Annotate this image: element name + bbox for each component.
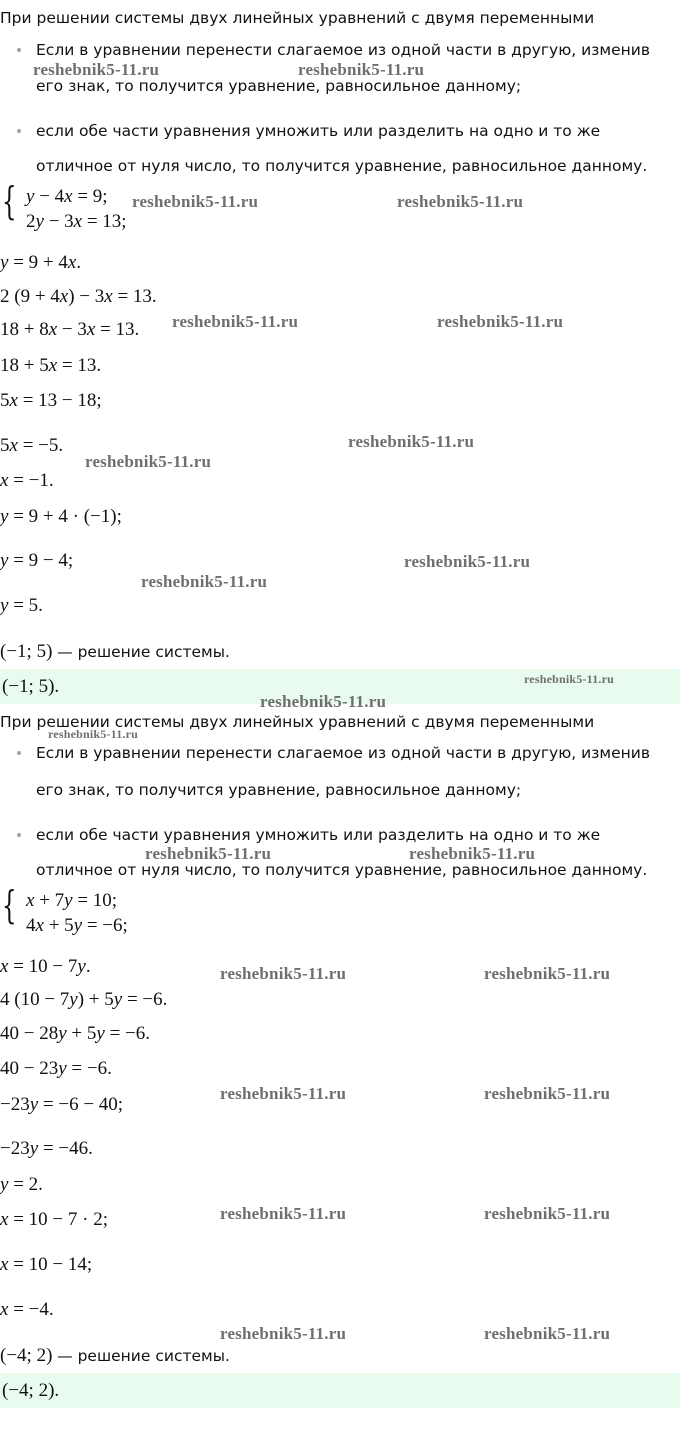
watermark: reshebnik5-11.ru — [220, 1084, 347, 1103]
watermark: reshebnik5-11.ru — [145, 844, 272, 863]
rule2-line2: отличное от нуля число, то получится уравнение, равносильное данному. — [36, 157, 648, 175]
answer-value: (−1; 5). — [2, 676, 60, 697]
step: 2 (9 + 4x) − 3x = 13. — [0, 286, 157, 307]
intro-text: При решении системы двух линейных уравнений с двумя переменными — [0, 9, 595, 27]
step: x = −1. — [0, 470, 54, 491]
system-equation-2: 4x + 5y = −6; — [26, 915, 128, 936]
watermark: reshebnik5-11.ru — [33, 60, 160, 79]
intro-text: При решении системы двух линейных уравнений с двумя переменными — [0, 713, 595, 731]
watermark: reshebnik5-11.ru — [220, 964, 347, 983]
step: 40 − 28y + 5y = −6. — [0, 1023, 150, 1044]
watermark: reshebnik5-11.ru — [409, 844, 536, 863]
watermark: reshebnik5-11.ru — [524, 672, 614, 686]
step: 40 − 23y = −6. — [0, 1058, 112, 1079]
step: 5x = 13 − 18; — [0, 390, 102, 411]
bullet-dot — [17, 833, 21, 837]
step: y = 2. — [0, 1174, 43, 1195]
step: −23y = −46. — [0, 1138, 93, 1159]
system-brace: { — [2, 179, 17, 223]
watermark: reshebnik5-11.ru — [260, 692, 387, 711]
step: x = 10 − 7 · 2; — [0, 1209, 108, 1230]
watermark: reshebnik5-11.ru — [132, 192, 259, 211]
bullet-dot — [17, 751, 21, 755]
watermark: reshebnik5-11.ru — [484, 1084, 611, 1103]
watermark: reshebnik5-11.ru — [298, 60, 425, 79]
bullet-dot — [17, 129, 21, 133]
answer-box — [0, 1373, 680, 1408]
system-equation-2: 2y − 3x = 13; — [26, 211, 127, 232]
rule2-line1: если обе части уравнения умножить или разделить на одно и то же — [36, 826, 601, 844]
step: x = −4. — [0, 1299, 54, 1320]
step: x = 10 − 7y. — [0, 956, 91, 977]
answer-value: (−4; 2). — [2, 1380, 60, 1401]
step: 5x = −5. — [0, 435, 64, 456]
system-equation-1: y − 4x = 9; — [26, 186, 108, 207]
rule1-line2: его знак, то получится уравнение, равносильное данному; — [36, 781, 522, 799]
watermark: reshebnik5-11.ru — [172, 312, 299, 331]
step: y = 9 + 4x. — [0, 252, 82, 273]
bullet-dot — [17, 48, 21, 52]
watermark: reshebnik5-11.ru — [220, 1324, 347, 1343]
rule1-line1: Если в уравнении перенести слагаемое из одной части в другую, изменив — [36, 41, 650, 59]
rule1-line2: его знак, то получится уравнение, равносильное данному; — [36, 77, 522, 95]
solution-line — [0, 640, 230, 664]
step: y = 9 + 4 · (−1); — [0, 506, 122, 527]
solution-label: — решение системы. — [57, 1347, 230, 1365]
rule1-line1: Если в уравнении перенести слагаемое из одной части в другую, изменив — [36, 744, 650, 762]
step: y = 9 − 4; — [0, 550, 74, 571]
rule2-line1: если обе части уравнения умножить или разделить на одно и то же — [36, 122, 601, 140]
step: x = 10 − 14; — [0, 1254, 93, 1275]
watermark: reshebnik5-11.ru — [220, 1204, 347, 1223]
watermark: reshebnik5-11.ru — [484, 964, 611, 983]
solution-line — [0, 1344, 230, 1368]
step: 18 + 8x − 3x = 13. — [0, 319, 140, 340]
watermark: reshebnik5-11.ru — [48, 727, 138, 741]
step: −23y = −6 − 40; — [0, 1094, 124, 1115]
watermark: reshebnik5-11.ru — [397, 192, 524, 211]
watermark: reshebnik5-11.ru — [404, 552, 531, 571]
step: 4 (10 − 7y) + 5y = −6. — [0, 989, 168, 1010]
watermark: reshebnik5-11.ru — [484, 1324, 611, 1343]
solution-value: (−1; 5) — [0, 641, 53, 662]
watermark: reshebnik5-11.ru — [437, 312, 564, 331]
step: 18 + 5x = 13. — [0, 355, 102, 376]
watermark: reshebnik5-11.ru — [484, 1204, 611, 1223]
watermark: reshebnik5-11.ru — [348, 432, 475, 451]
solution-value: (−4; 2) — [0, 1345, 53, 1366]
watermark: reshebnik5-11.ru — [85, 452, 212, 471]
system-brace: { — [2, 883, 17, 927]
system-equation-1: x + 7y = 10; — [26, 890, 118, 911]
solution-label: — решение системы. — [57, 643, 230, 661]
step: y = 5. — [0, 595, 43, 616]
watermark: reshebnik5-11.ru — [141, 572, 268, 591]
rule2-line2: отличное от нуля число, то получится уравнение, равносильное данному. — [36, 861, 648, 879]
